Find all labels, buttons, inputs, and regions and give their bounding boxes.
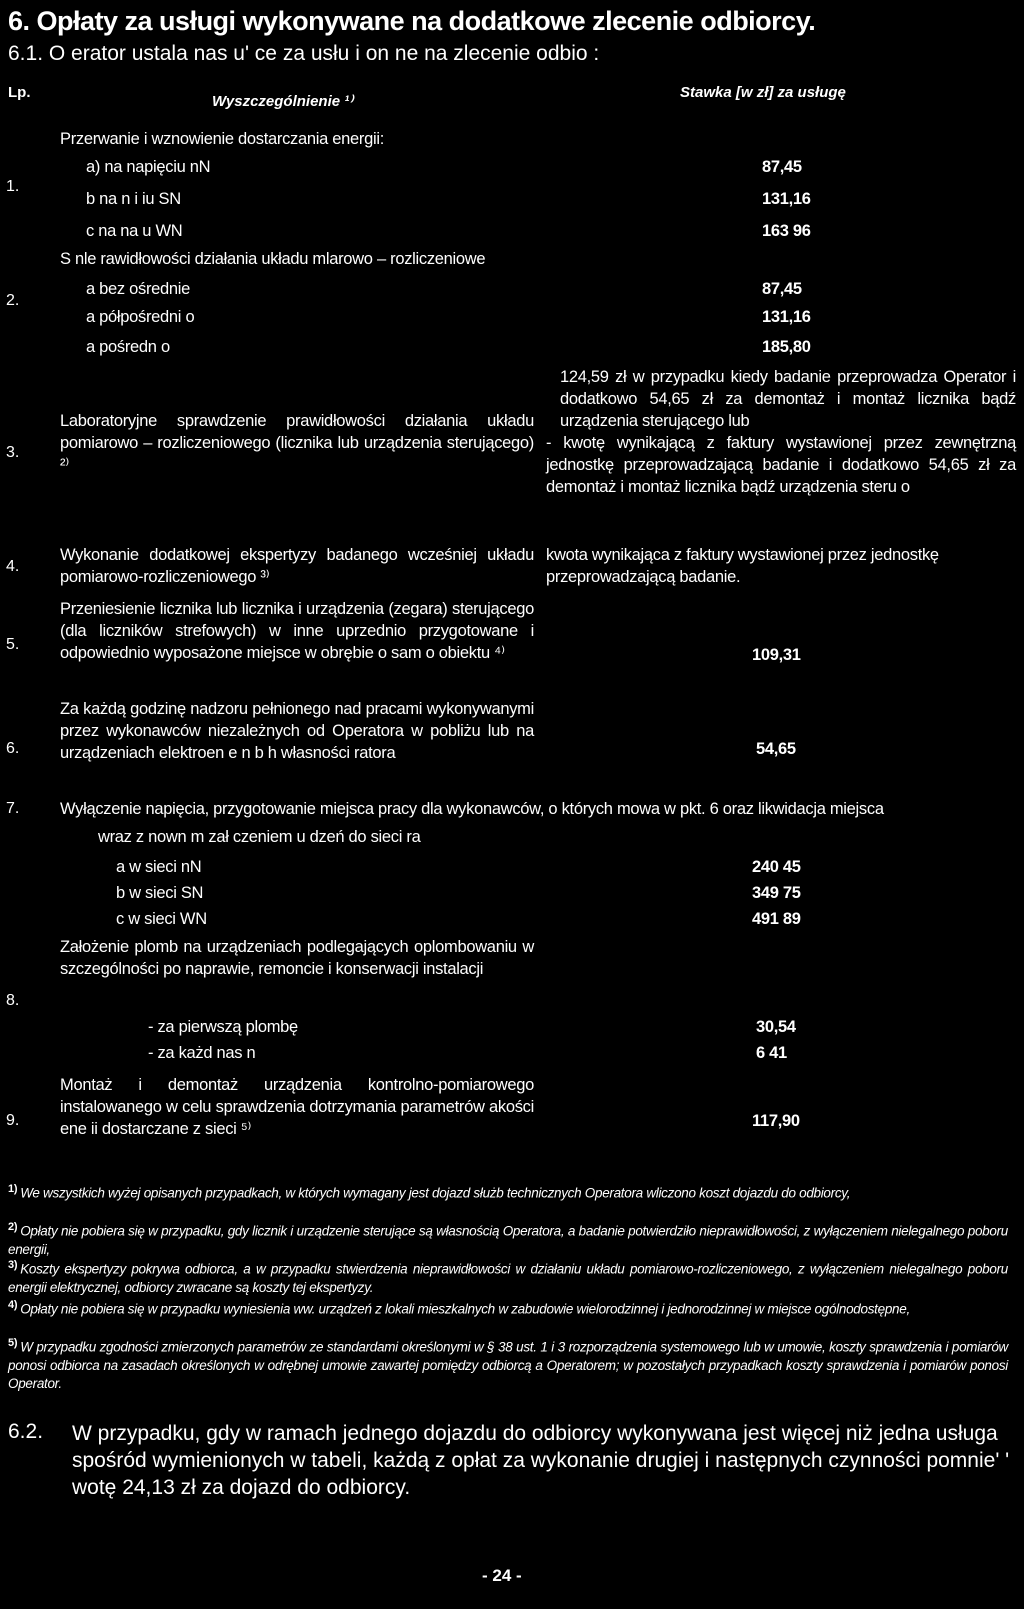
footnote-text: Opłaty nie pobiera się w przypadku, gdy licznik i urządzenie sterujące są własnością Operatora, a badanie potwierdziło nieprawidłowości, z wyłączeniem nielegalnego poboru energii,: [8, 1223, 1008, 1257]
footnote-text: We wszystkich wyżej opisanych przypadkach, w których wymagany jest dojazd służb technicznych Operatora wliczono koszt dojazdu do odbiorcy,: [20, 1185, 851, 1201]
item-5-rate: 109,31: [752, 646, 801, 664]
item-3-description: Laboratoryjne sprawdzenie prawidłowości działania układu pomiarowo – rozliczeniowego (licznika lub urządzenia sterującego) ²⁾: [60, 412, 534, 474]
footnote-mark: 1): [8, 1183, 18, 1195]
item-9-rate: 117,90: [752, 1112, 800, 1130]
item-8b-rate: 6 41: [756, 1044, 787, 1062]
item-8a-rate: 30,54: [756, 1018, 796, 1036]
item-2b-label: a półpośredni o: [86, 308, 195, 326]
page-number: - 24 -: [482, 1566, 522, 1585]
item-2-title: S nle rawidłowości działania układu mlarowo – rozliczeniowe: [60, 250, 486, 268]
item-1c-label: c na na u WN: [86, 222, 183, 240]
item-3-number: 3.: [6, 444, 20, 461]
item-3-rate-option-2: - kwotę wynikającą z faktury wystawionej przez zewnętrzną jednostkę przeprowadzającą badanie i dodatkowo 54,65 zł za demontaż i montaż licznika bądź urządzenia steru o: [546, 434, 1016, 496]
item-6-rate: 54,65: [756, 740, 796, 758]
header-description: Wyszczególnienie ¹⁾: [212, 93, 353, 110]
item-1-title: Przerwanie i wznowienie dostarczania energii:: [60, 130, 385, 148]
item-1b-label: b na n i iu SN: [86, 190, 181, 208]
item-8-description: Założenie plomb na urządzeniach podlegających oplombowaniu w szczególności po naprawie, remoncie i konserwacji instalacji: [60, 938, 534, 978]
footnote-2: [8, 1218, 1008, 1259]
item-1c-rate: 163 96: [762, 222, 811, 240]
item-9-number: 9.: [6, 1112, 20, 1129]
item-7a-rate: 240 45: [752, 858, 801, 876]
item-7b-rate: 349 75: [752, 884, 801, 902]
item-2b-rate: 131,16: [762, 308, 811, 326]
item-1a-label: a) na napięciu nN: [86, 158, 211, 176]
item-4-number: 4.: [6, 558, 20, 575]
header-rate: Stawka [w zł] za usługę: [680, 84, 846, 101]
item-7c-rate: 491 89: [752, 910, 801, 928]
para-6-2-text: W przypadku, gdy w ramach jednego dojazdu do odbiorcy wykonywana jest więcej niż jedna usługa spośród wymienionych w tabeli, każdą z opłat za wykonanie drugiej i następnych czynności pomnie' ' wotę 24,13 zł za dojazd do odbiorcy.: [72, 1422, 1010, 1499]
footnote-mark: 2): [8, 1221, 18, 1233]
item-4-description: Wykonanie dodatkowej ekspertyzy badanego wcześniej układu pomiarowo-rozliczeniowego ³⁾: [60, 546, 534, 586]
footnote-mark: 3): [8, 1259, 18, 1271]
item-1a-rate: 87,45: [762, 158, 802, 176]
item-7b-label: b w sieci SN: [116, 884, 204, 902]
item-6-number: 6.: [6, 740, 20, 757]
item-8a-label: - za pierwszą plombę: [148, 1018, 298, 1036]
header-lp: Lp.: [8, 84, 31, 101]
item-3-rate-option-1: 124,59 zł w przypadku kiedy badanie przeprowadza Operator i dodatkowo 54,65 zł za demontaż i montaż licznika bądź urządzenia sterującego lub: [560, 368, 1016, 430]
item-5-number: 5.: [6, 636, 20, 653]
item-2-number: 2.: [6, 292, 20, 309]
section-title: 6. Opłaty za usługi wykonywane na dodatkowe zlecenie odbiorcy.: [8, 6, 816, 36]
item-7a-label: a w sieci nN: [116, 858, 202, 876]
item-7c-label: c w sieci WN: [116, 910, 207, 928]
item-2a-label: a bez ośrednie: [86, 280, 191, 298]
item-8b-label: - za każd nas n: [148, 1044, 256, 1062]
footnote-1: [8, 1180, 1008, 1203]
item-1-number: 1.: [6, 178, 20, 195]
item-6-description: Za każdą godzinę nadzoru pełnionego nad pracami wykonywanymi przez wykonawców niezależnych od Operatora w pobliżu lub na urządzeniach elektroen e n b h własności ratora: [60, 700, 534, 762]
footnote-4: [8, 1296, 1008, 1319]
footnote-mark: 4): [8, 1299, 18, 1311]
footnote-text: Koszty ekspertyzy pokrywa odbiorca, a w przypadku stwierdzenia nieprawidłowości w działaniu układu pomiarowo-rozliczeniowego, z wyłączeniem nielegalnego poboru energii elektrycznej, odbiorcy zwracane są koszty tej ekspertyzy.: [8, 1261, 1008, 1295]
item-9-description: Montaż i demontaż urządzenia kontrolno-pomiarowego instalowanego w celu sprawdzenia dotrzymania parametrów akości ene ii dostarczane z sieci ⁵⁾: [60, 1076, 534, 1138]
item-2c-label: a pośredn o: [86, 338, 170, 356]
item-1b-rate: 131,16: [762, 190, 811, 208]
item-2a-rate: 87,45: [762, 280, 802, 298]
footnote-text: Opłaty nie pobiera się w przypadku wyniesienia ww. urządzeń z lokali mieszkalnych w zabudowie wielorodzinnej i jednorodzinnej w miejsce ogólnodostępne,: [20, 1301, 910, 1317]
footnote-3: [8, 1256, 1008, 1297]
subsection-intro: 6.1. O erator ustala nas u' ce za usłu i on ne na zlecenie odbio :: [8, 42, 600, 65]
item-7-title-continued: wraz z nown m zał czeniem u dzeń do sieci ra: [98, 828, 421, 846]
para-6-2-number: 6.2.: [8, 1420, 44, 1443]
footnote-5: [8, 1334, 1008, 1393]
item-7-title: Wyłączenie napięcia, przygotowanie miejsca pracy dla wykonawców, o których mowa w pkt. 6 oraz likwidacja miejsca: [60, 800, 884, 818]
item-8-number: 8.: [6, 992, 20, 1009]
item-7-number: 7.: [6, 800, 20, 817]
item-4-rate-text: kwota wynikająca z faktury wystawionej przez jednostkę przeprowadzającą badanie.: [546, 546, 939, 586]
footnote-text: W przypadku zgodności zmierzonych parametrów ze standardami określonymi w § 38 ust. 1 i 3 rozporządzenia systemowego lub w umowie, koszty sprawdzenia i pomiarów ponosi odbiorca na zasadach określonych w odrębnej umowie zawartej pomiędzy odbiorcą a Operatorem; w pozostałych przypadkach koszty sprawdzenia i pomiarów ponosi Operator.: [8, 1339, 1008, 1391]
item-5-description: Przeniesienie licznika lub licznika i urządzenia (zegara) sterującego (dla liczników strefowych) w inne uprzednio przygotowane i odpowiednio wyposażone miejsce w obrębie o sam o obiektu ⁴⁾: [60, 600, 534, 662]
footnote-mark: 5): [8, 1337, 18, 1349]
item-2c-rate: 185,80: [762, 338, 811, 356]
